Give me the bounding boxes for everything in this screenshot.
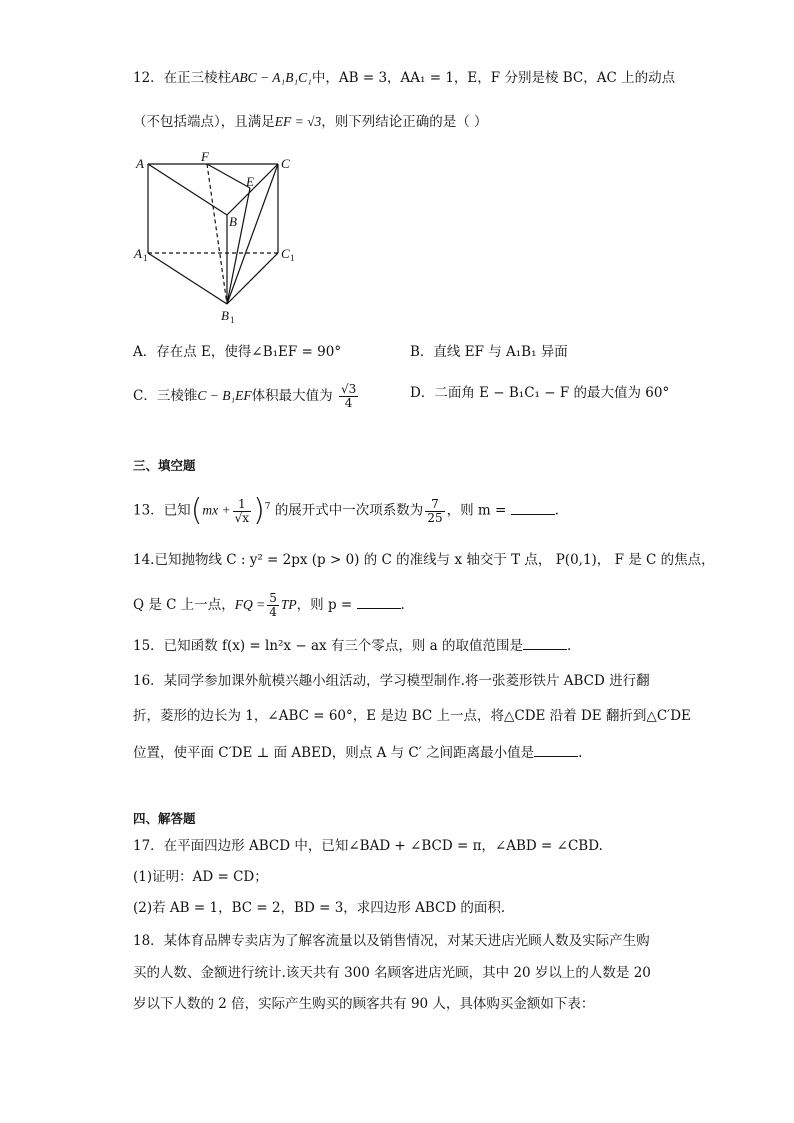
q13-inner-den: √x: [234, 510, 250, 525]
q14-line2-b: ，则 p =: [296, 597, 357, 613]
q13-exponent: 7: [264, 502, 271, 512]
q13-pre: 13．已知: [133, 502, 191, 519]
q12-option-c: [133, 383, 360, 410]
q13-mid: 的展开式中一次项系数为: [274, 502, 424, 519]
label-B: B: [229, 214, 237, 229]
label-A1: A: [134, 246, 142, 261]
q14-vector-tp: TP: [280, 597, 297, 612]
q14-vector-fq: FQ =: [234, 597, 266, 612]
q13: 13．已知(mx + $\frac{1}{√x}$ )$^7$ 的展开式中一次项系数为 $\frac{7}{25}$ ，则 m = .: [133, 493, 559, 528]
edge-AB: [148, 164, 227, 215]
option-c-num: √3: [340, 382, 357, 396]
q13-inner-num: 1: [233, 498, 251, 512]
q14-den: 4: [269, 605, 277, 619]
q18-line1: 18．某体育品牌专卖店为了解客流量以及销售情况，对某天进店光顾人数及实际产生购: [133, 933, 650, 949]
q16-line1: 16．某同学参加课外航模兴趣小组活动，学习模型制作.将一张菱形铁片 ABCD 进行翻: [133, 673, 650, 689]
q12-text-b: 中，: [311, 70, 339, 86]
q14-num: 5: [269, 591, 277, 605]
option-c-expr: C − B₁EF: [197, 388, 252, 403]
option-c-fraction: [339, 383, 358, 410]
label-B1-sub: 1: [230, 315, 235, 325]
q16-end: .: [578, 745, 583, 761]
q14-answer-blank[interactable]: [357, 594, 401, 609]
q17-line1: 17．在平面四边形 ABCD 中，已知∠BAD + ∠BCD = π，∠ABD = ∠CBD.: [133, 838, 603, 854]
q12-text-c: AB = 3，AA₁ = 1，E，F 分别是棱 BC，AC 上的动点: [338, 70, 676, 86]
q12-option-a: A．存在点 E，使得∠B₁EF = 90°: [133, 344, 342, 360]
option-c-prefix: C．三棱锥: [133, 388, 198, 404]
label-F: F: [201, 150, 209, 164]
q13-coef-num: 7: [425, 498, 444, 512]
q12-line2-a: （不包括端点），且满足: [133, 114, 275, 130]
label-C1-sub: 1: [290, 253, 295, 263]
q17-line2: (1)证明：AD = CD；: [133, 869, 268, 885]
q12-condition: EF = √3: [274, 114, 322, 129]
q16-line3: [133, 742, 582, 763]
q13-answer-blank[interactable]: [511, 500, 555, 515]
label-E: E: [246, 174, 254, 189]
q16-line2: 折，菱形的边长为 1，∠ABC = 60°，E 是边 BC 上一点，将△CDE 沿着 DE 翻折到△C′DE: [133, 708, 691, 724]
q15-end: .: [567, 638, 572, 654]
label-A1-sub: 1: [143, 253, 148, 263]
label-B1: B: [221, 308, 229, 323]
section-answer-title: 四、解答题: [133, 811, 196, 826]
q16-answer-blank[interactable]: [534, 742, 578, 757]
q13-coef-fraction: [425, 498, 444, 525]
q15-answer-blank[interactable]: [523, 635, 567, 650]
q12-option-d: D．二面角 E − B₁C₁ − F 的最大值为 60°: [410, 385, 670, 401]
q14-line2-a: Q 是 C 上一点，: [133, 597, 235, 613]
q13-inner-fraction: [233, 498, 251, 525]
q12-line2-b: ，则下列结论正确的是（ ）: [321, 114, 488, 130]
segment-EB1: [227, 188, 250, 304]
prism-figure: [130, 150, 310, 330]
q14-fraction: [267, 592, 279, 619]
option-c-den: 4: [344, 396, 353, 410]
q12-option-b: B．直线 EF 与 A₁B₁ 异面: [410, 344, 568, 360]
label-A: A: [136, 156, 144, 171]
q13-end: .: [554, 502, 559, 519]
q13-mx: mx +: [202, 502, 231, 518]
q18-line2: 买的人数、金额进行统计.该天共有 300 名顾客进店光顾，其中 20 岁以上的人数是 20: [133, 965, 651, 981]
q14-line2: [133, 592, 405, 619]
segment-FE: [207, 164, 250, 188]
q12-text-a: 12．在正三棱柱: [133, 70, 232, 86]
q18-line3: 岁以下人数的 2 倍，实际产生购买的顾客共有 90 人，具体购买金额如下表：: [133, 996, 595, 1012]
edge-A1B1: [148, 253, 227, 304]
label-C: C: [281, 156, 290, 171]
q14-end: .: [400, 597, 405, 613]
q14-line1: 14.已知抛物线 C : y² = 2px (p > 0) 的 C 的准线与 x 轴交于 T 点， P(0,1)， F 是 C 的焦点，: [133, 552, 715, 568]
hidden-segment-FB1: [207, 164, 227, 304]
q16-line3-text: 位置，使平面 C′DE ⊥ 面 ABED，则点 A 与 C′ 之间距离最小值是: [133, 745, 535, 761]
label-C1: C: [281, 246, 290, 261]
section-fill-in-title: 三、填空题: [133, 458, 196, 473]
edge-BC: [227, 164, 278, 215]
q12-prism: ABC − A₁B₁C₁: [231, 70, 312, 85]
q12-line2: [133, 112, 488, 132]
q13-post: ，则 m =: [446, 502, 511, 519]
q15-text: 15．已知函数 f(x) = ln²x − ax 有三个零点，则 a 的取值范围是: [133, 638, 524, 654]
q17-line3: (2)若 AB = 1，BC = 2，BD = 3，求四边形 ABCD 的面积.: [133, 900, 506, 916]
option-c-mid: 体积最大值为: [251, 388, 333, 404]
edge-C1B1: [227, 253, 278, 304]
q12-line1: [133, 68, 675, 88]
q13-coef-den: 25: [427, 510, 443, 525]
q15: [133, 635, 571, 656]
